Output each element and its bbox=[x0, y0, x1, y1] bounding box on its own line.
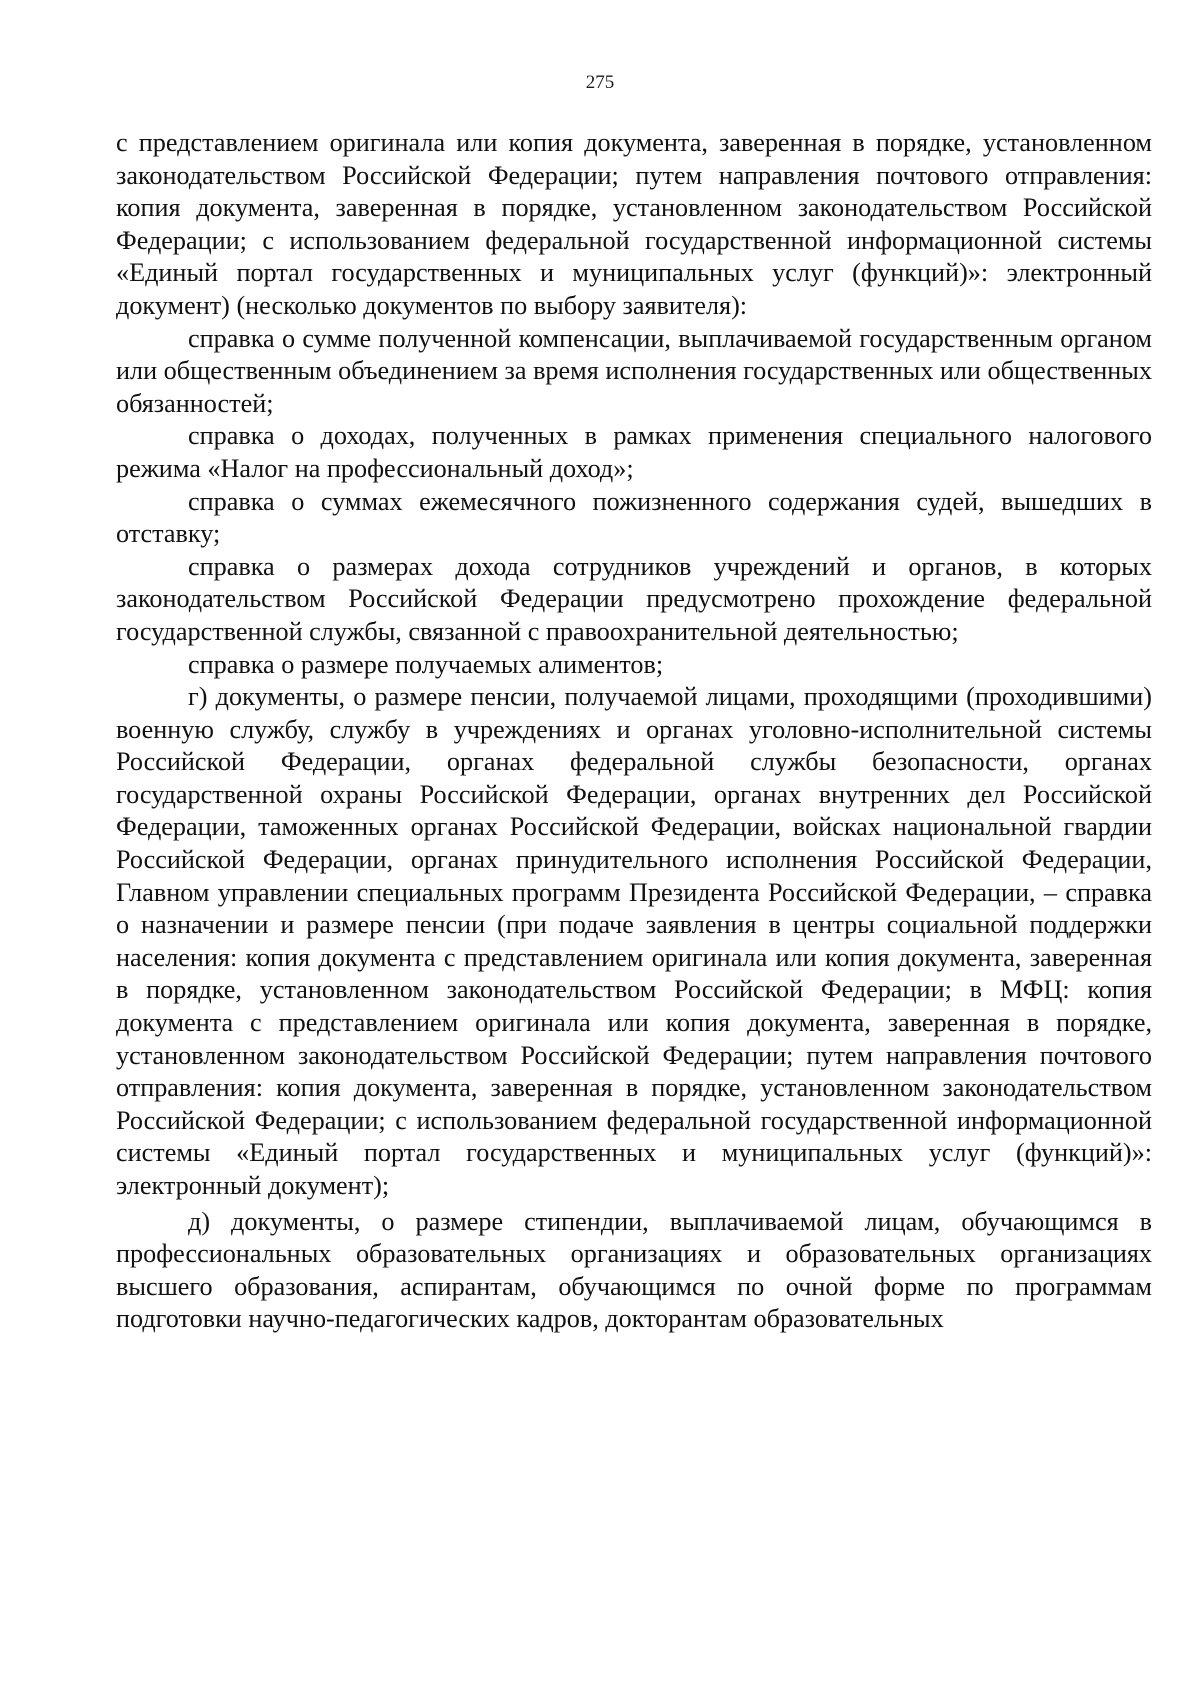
paragraph-continuation: с представлением оригинала или копия документа, заверенная в порядке, установленном законодательством Российской Федерации; путем направления почтового отправления: копия документа, заверенная в порядке, установленном законодательством Российской Федерации; с использованием федеральной государственной информационной системы «Единый портал государственных и муниципальных услуг (функций)»: электронный документ) (несколько документов по выбору заявителя): bbox=[116, 128, 1152, 320]
paragraph-judges-maintenance-certificate: справка о суммах ежемесячного пожизненного содержания судей, вышедших в отставку; bbox=[116, 486, 1152, 549]
document-body bbox=[116, 127, 1152, 1336]
paragraph-professional-income-certificate: справка о доходах, полученных в рамках применения специального налогового режима «Налог на профессиональный доход»; bbox=[116, 421, 1152, 483]
paragraph-item-d-stipend: д) документы, о размере стипендии, выплачиваемой лицам, обучающимся в профессиональных образовательных организациях и образовательных организациях высшего образования, аспирантам, обучающимся по очной форме по программам подготовки научно-педагогических кадров, докторантам образовательных bbox=[116, 1206, 1152, 1334]
paragraph-law-enforcement-income-certificate: справка о размерах дохода сотрудников учреждений и органов, в которых законодательством Российской Федерации предусмотрено прохождение федеральной государственной службы, связанной с правоохранительной деятельностью; bbox=[116, 551, 1152, 646]
paragraph-alimony-certificate: справка о размере получаемых алиментов; bbox=[188, 649, 664, 679]
paragraph-item-g-pension: г) документы, о размере пенсии, получаемой лицами, проходящими (проходившими) военную службу, службу в учреждениях и органах уголовно-исполнительной системы Российской Федерации, органах федеральной службы безопасности, органах государственной охраны Российской Федерации, органах внутренних дел Российской Федерации, таможенных органах Российской Федерации, войсках национальной гвардии Российской Федерации, органах принудительного исполнения Российской Федерации, Главном управлении специальных программ Президента Российской Федерации, – справка о назначении и размере пенсии (при подаче заявления в центры социальной поддержки населения: копия документа с представлением оригинала или копия документа, заверенная в порядке, установленном законодательством Российской Федерации; в МФЦ: копия документа с представлением оригинала или копия документа, заверенная в порядке, установленном законодательством Российской Федерации; путем направления почтового отправления: копия документа, заверенная в порядке, установленном законодательством Российской Федерации; с использованием федеральной государственной информационной системы «Единый портал государственных и муниципальных услуг (функций)»: электронный документ); bbox=[116, 682, 1152, 1200]
page-number: 275 bbox=[585, 72, 615, 93]
paragraph-compensation-certificate: справка о сумме полученной компенсации, выплачиваемой государственным органом или общественным объединением за время исполнения государственных или общественных обязанностей; bbox=[116, 323, 1152, 418]
